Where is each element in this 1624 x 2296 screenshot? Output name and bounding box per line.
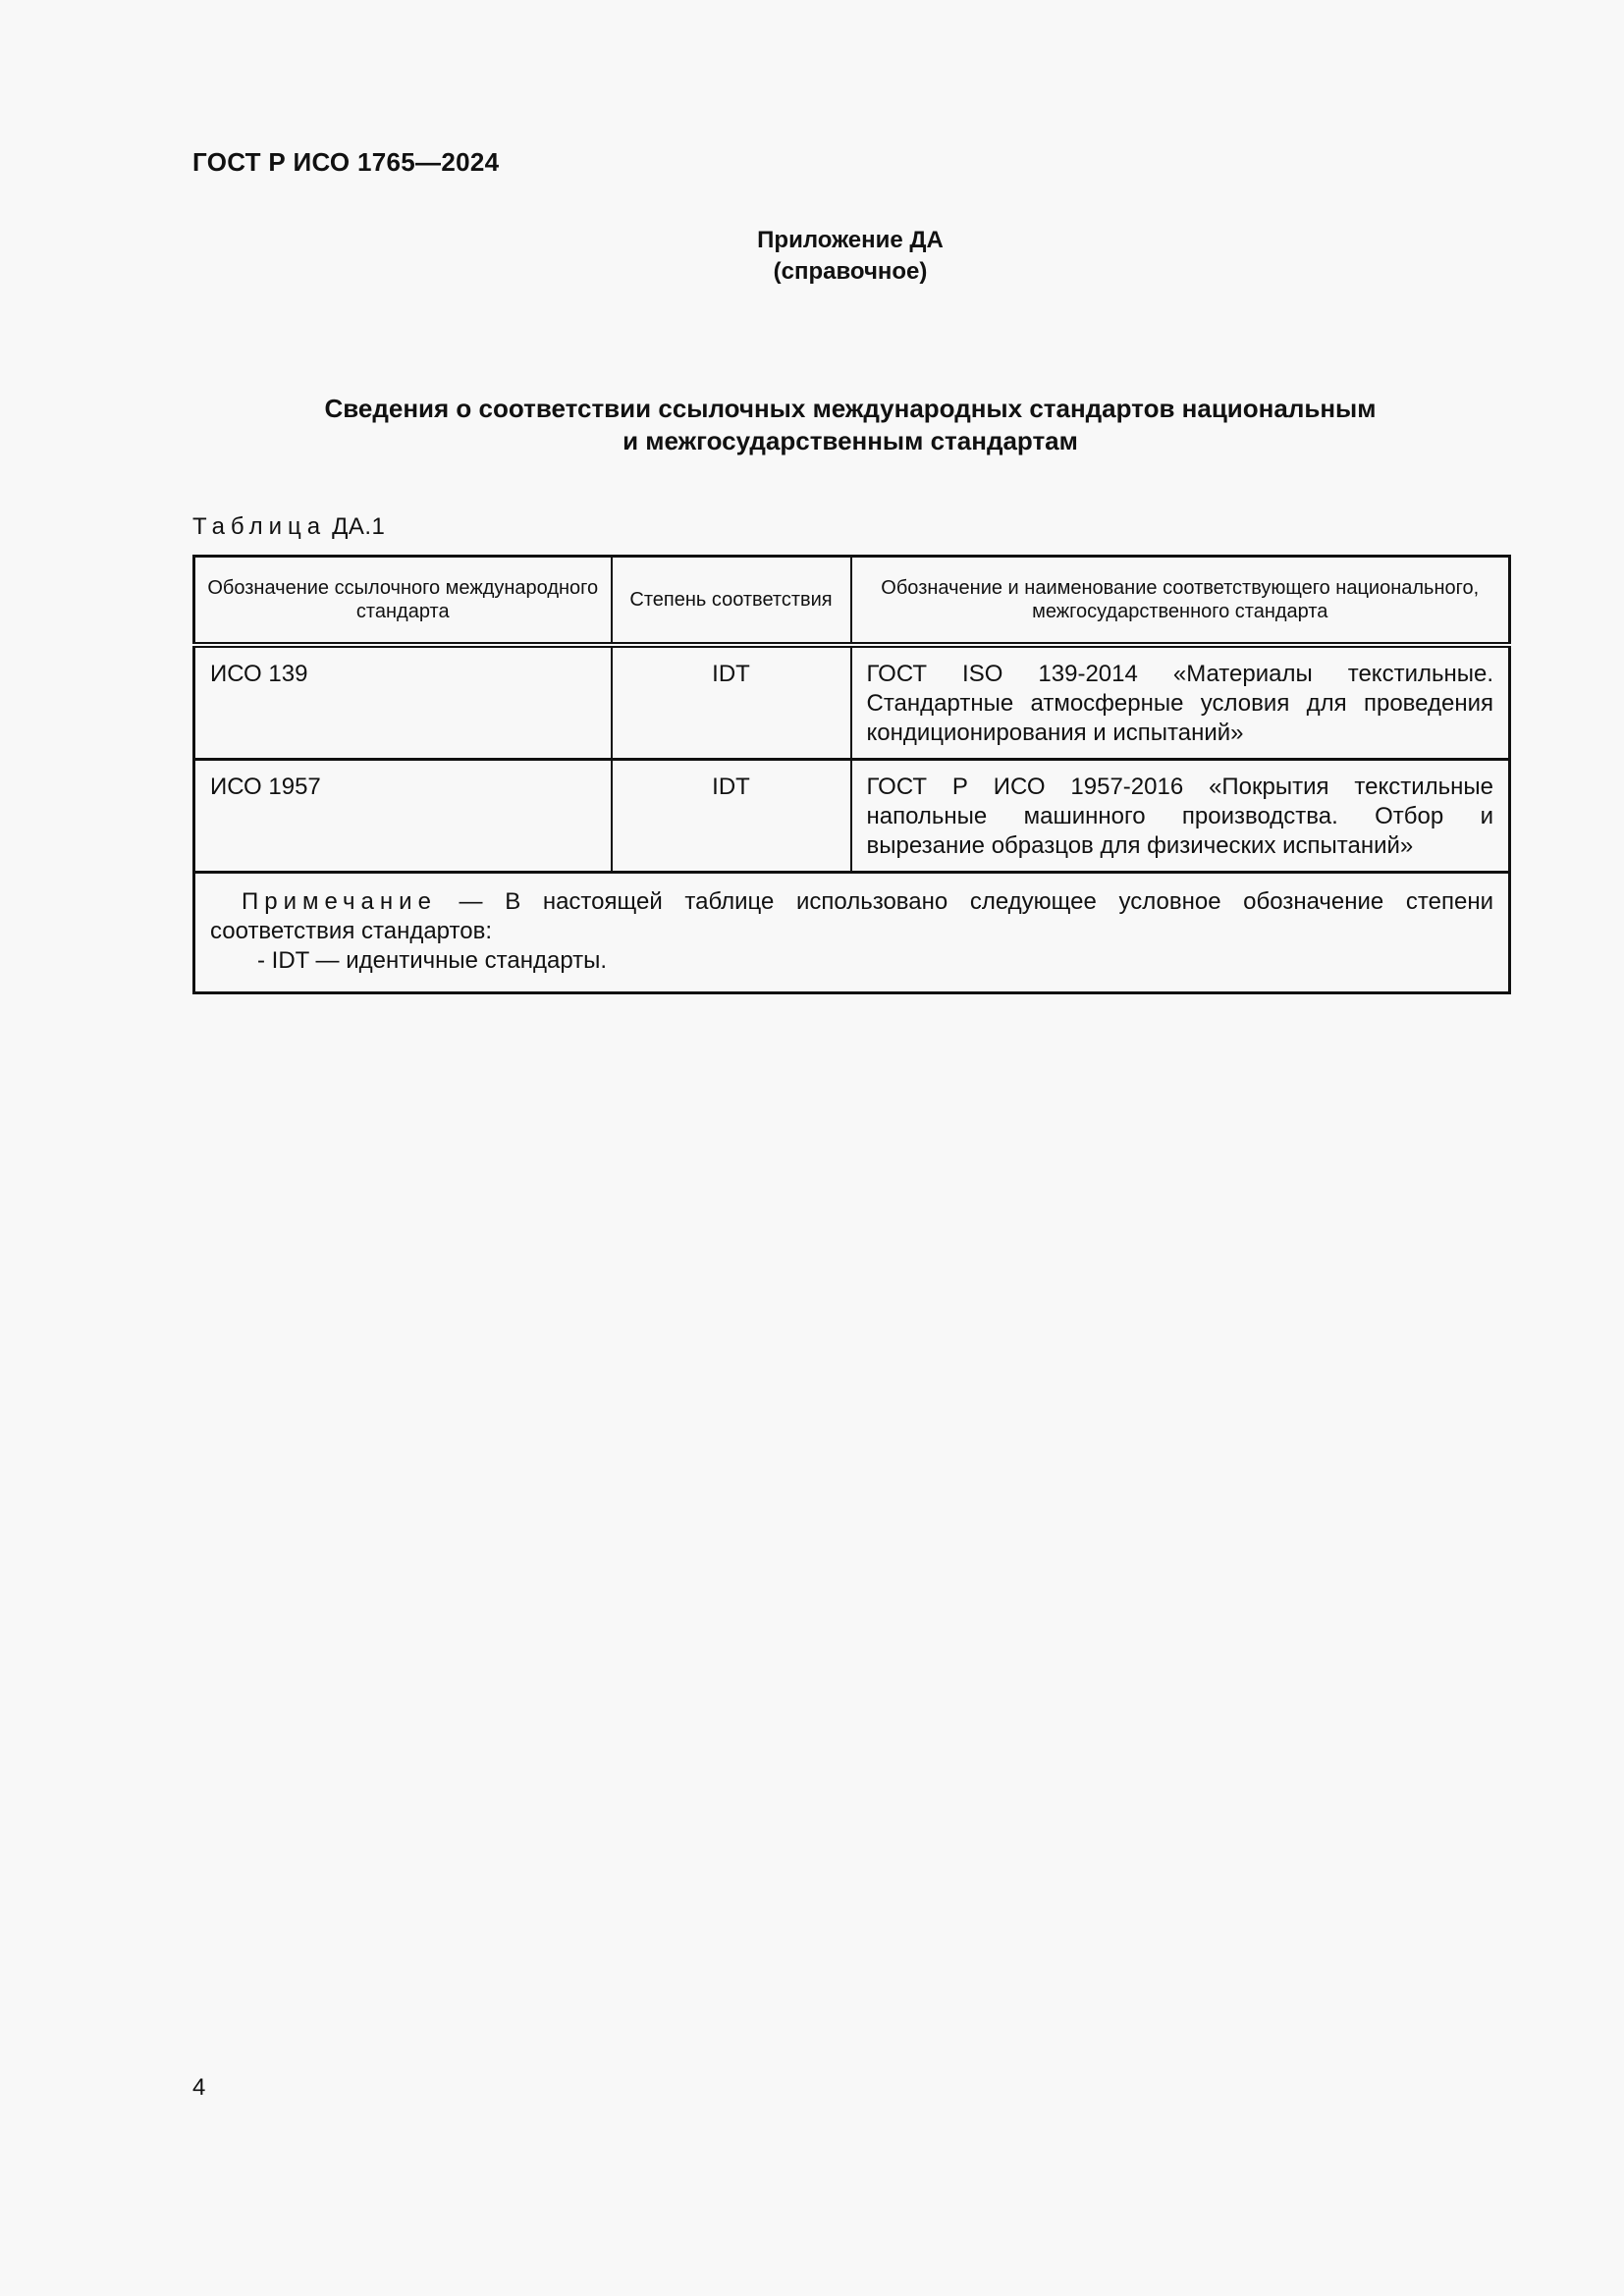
appendix-heading [192,225,1508,288]
section-title-line-2: и межгосударственным стандартам [623,426,1078,455]
correspondence-table-wrapper [192,555,1508,994]
document-code: ГОСТ Р ИСО 1765—2024 [192,147,500,177]
header-national-standard: Обозначение и наименование соответствующего национального, межгосударственного стандарта [851,557,1510,646]
note-list-item: - IDT — идентичные стандарты. [257,947,608,974]
table-note-row [194,873,1510,993]
cell-national-standard: ГОСТ Р ИСО 1957-2016 «Покрытия текстильные напольные машинного производства. Отбор и вырезание образцов для физических испытаний» [851,760,1510,873]
cell-degree: IDT [612,760,851,873]
table-header-row [194,557,1510,646]
appendix-title: Приложение ДА [757,227,944,253]
cell-national-standard: ГОСТ ISO 139-2014 «Материалы текстильные. Стандартные атмосферные условия для проведения кондиционирования и испытаний» [851,645,1510,760]
header-intl-standard: Обозначение ссылочного международного стандарта [194,557,612,646]
cell-intl-standard: ИСО 139 [194,645,612,760]
table-note [194,873,1510,993]
page-number: 4 [192,2074,206,2101]
table-caption-word: Таблица [192,513,327,540]
table-caption [192,513,385,541]
note-label: Примечание [242,888,437,915]
header-degree: Степень соответствия [612,557,851,646]
table-row [194,760,1510,873]
table-row [194,645,1510,760]
correspondence-table [192,555,1511,994]
section-title-line-1: Сведения о соответствии ссылочных международных стандартов национальным [324,394,1377,423]
cell-degree: IDT [612,645,851,760]
appendix-type: (справочное) [773,258,928,285]
note-text: — В настоящей таблице использовано следующее условное обозначение степени соответствия стандартов: [210,888,1493,944]
cell-intl-standard: ИСО 1957 [194,760,612,873]
section-title [192,393,1508,457]
table-caption-number: ДА.1 [332,513,386,540]
